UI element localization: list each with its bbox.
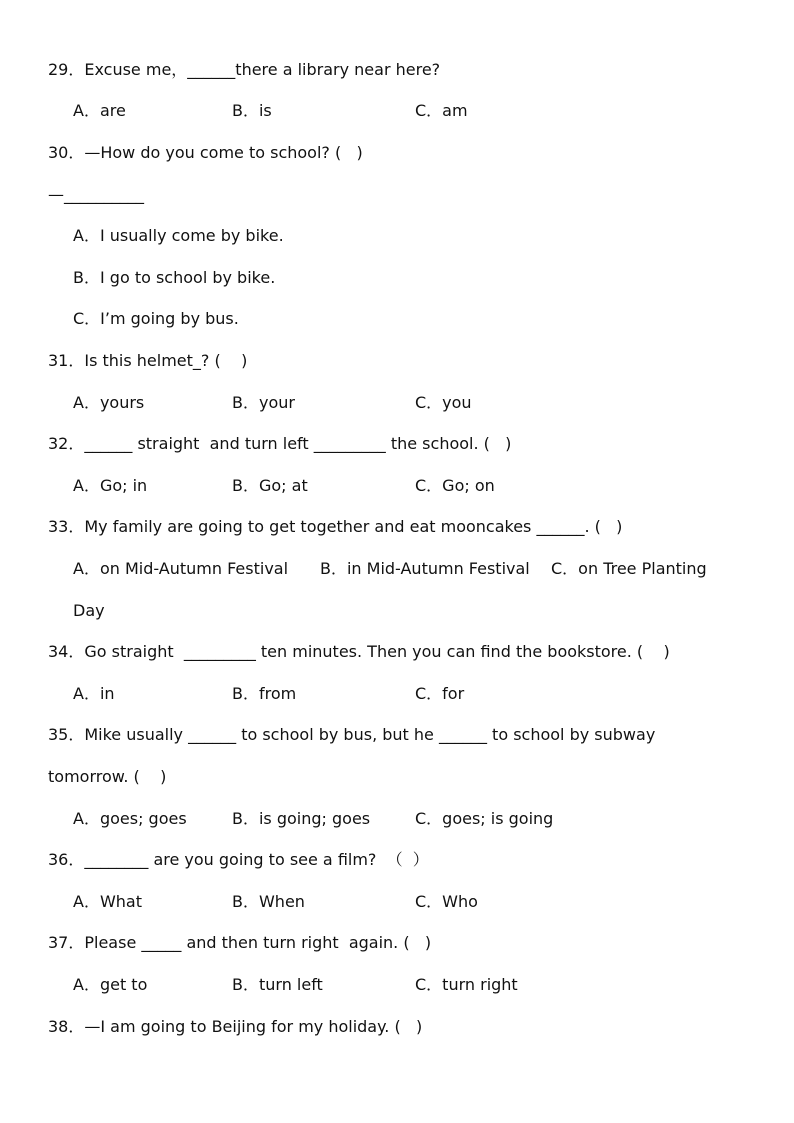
question-30-option-c: C．I’m going by bus. bbox=[73, 309, 239, 328]
question-33-stem: 33．My family are going to get together and eat mooncakes ______. ( ) bbox=[48, 517, 623, 536]
question-29-option-a: A．are bbox=[73, 101, 126, 120]
question-35-option-b: B．is going; goes bbox=[232, 809, 371, 828]
question-30-stem: 30．—How do you come to school? ( ) bbox=[48, 143, 363, 162]
question-30-answer-line: —__________ bbox=[48, 185, 144, 204]
question-36-option-c: C．Who bbox=[415, 892, 478, 911]
question-33-option-b: B．in Mid-Autumn Festival bbox=[320, 559, 530, 578]
question-30-option-a: A．I usually come by bike. bbox=[73, 226, 284, 245]
question-31-option-a: A．yours bbox=[73, 393, 145, 412]
question-34-option-c: C．for bbox=[415, 684, 465, 703]
question-33-option-c: C．on Tree Planting bbox=[551, 559, 707, 578]
question-37-stem: 37．Please _____ and then turn right again. ( ) bbox=[48, 933, 432, 952]
question-38-stem: 38．—I am going to Beijing for my holiday. ( ) bbox=[48, 1017, 423, 1036]
question-33-option-c-continued: Day bbox=[73, 601, 105, 620]
question-31-option-b: B．your bbox=[232, 393, 295, 412]
question-30-option-b: B．I go to school by bike. bbox=[73, 268, 276, 287]
question-34-option-b: B．from bbox=[232, 684, 297, 703]
question-32-option-c: C．Go; on bbox=[415, 476, 495, 495]
question-29-stem: 29．Excuse me，______there a library near here? bbox=[48, 60, 441, 79]
question-35-option-a: A．goes; goes bbox=[73, 809, 187, 828]
question-37-option-a: A．get to bbox=[73, 975, 148, 994]
question-36-stem: 36．________ are you going to see a film? （ ） bbox=[48, 850, 429, 869]
question-33-option-a: A．on Mid-Autumn Festival bbox=[73, 559, 289, 578]
question-29-option-b: B．is bbox=[232, 101, 272, 120]
question-34-option-a: A．in bbox=[73, 684, 115, 703]
question-35-stem: 35．Mike usually ______ to school by bus, but he ______ to school by subway bbox=[48, 725, 656, 744]
question-35-stem-continued: tomorrow. ( ) bbox=[48, 767, 167, 786]
question-32-stem: 32．______ straight and turn left _________ the school. ( ) bbox=[48, 434, 512, 453]
question-35-option-c: C．goes; is going bbox=[415, 809, 554, 828]
question-31-stem: 31．Is this helmet_? ( ) bbox=[48, 351, 248, 370]
question-34-stem: 34．Go straight _________ ten minutes. Then you can find the bookstore. ( ) bbox=[48, 642, 670, 661]
question-37-option-b: B．turn left bbox=[232, 975, 323, 994]
question-37-option-c: C．turn right bbox=[415, 975, 518, 994]
question-36-option-b: B．When bbox=[232, 892, 305, 911]
question-32-option-a: A．Go; in bbox=[73, 476, 148, 495]
question-36-option-a: A．What bbox=[73, 892, 142, 911]
question-29-option-c: C．am bbox=[415, 101, 468, 120]
question-31-option-c: C．you bbox=[415, 393, 472, 412]
question-32-option-b: B．Go; at bbox=[232, 476, 308, 495]
